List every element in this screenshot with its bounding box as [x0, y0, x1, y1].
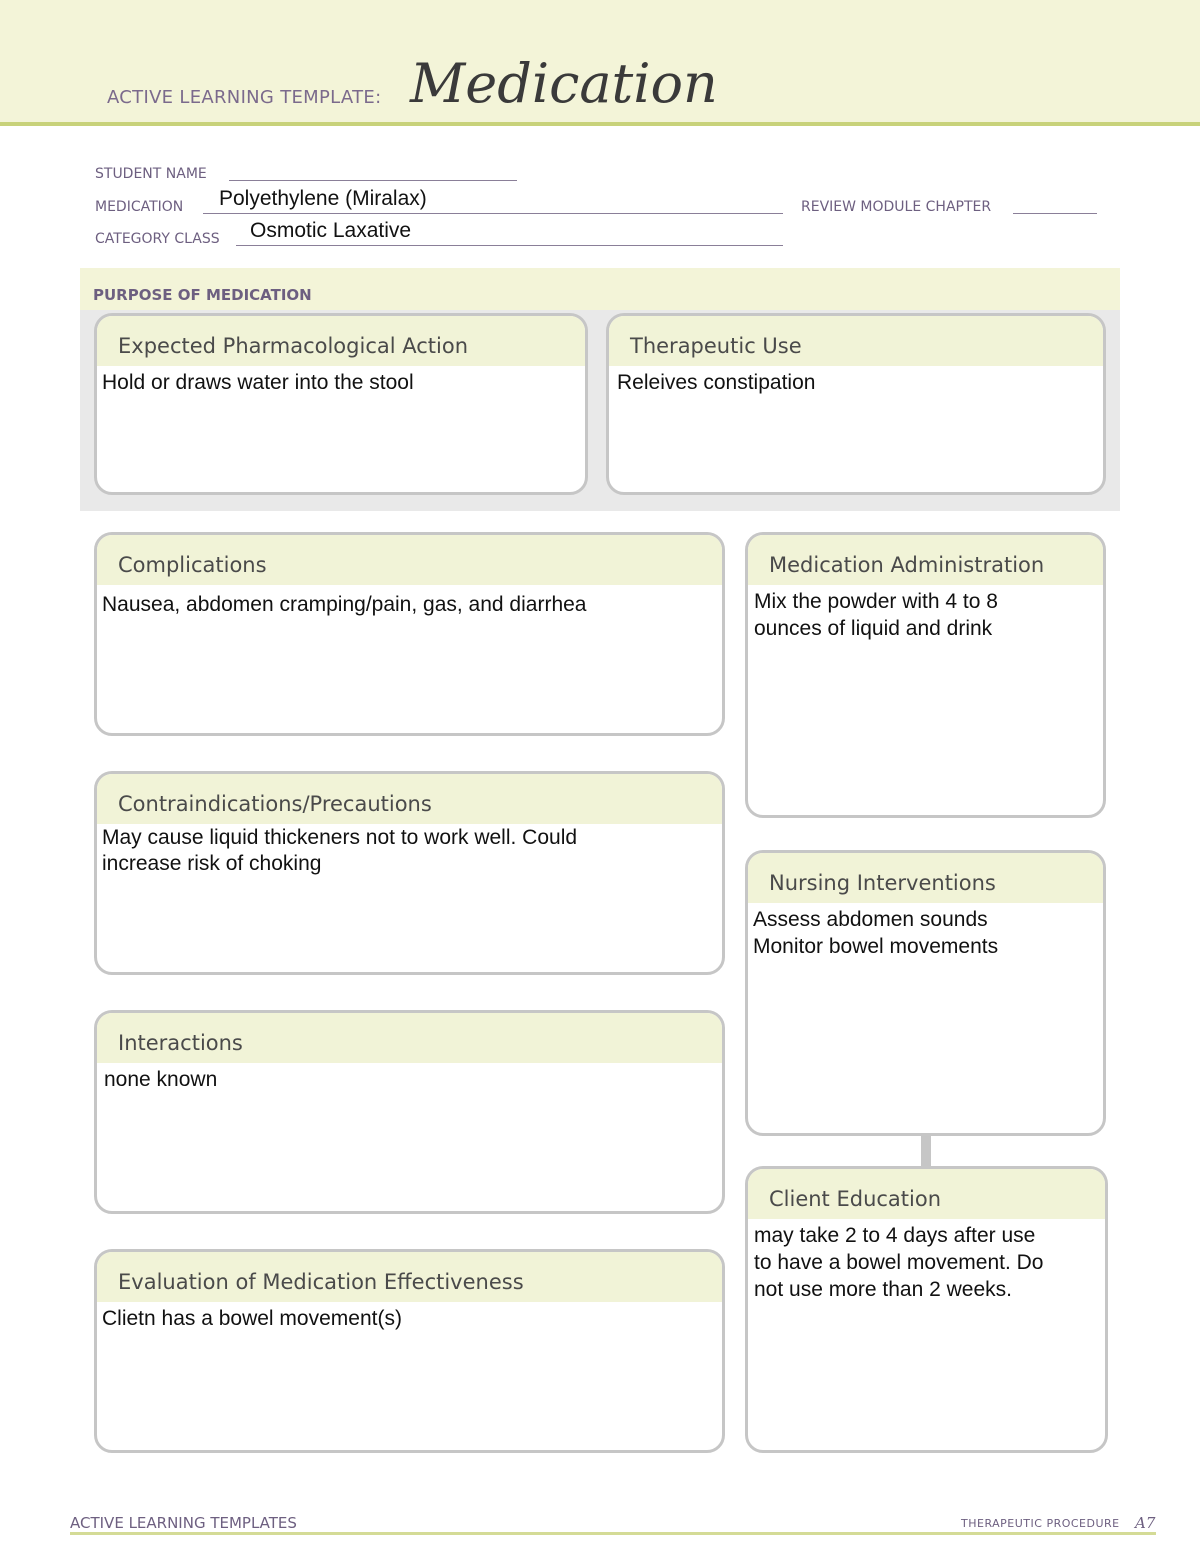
- medication-administration-box: [745, 532, 1106, 818]
- purpose-heading: PURPOSE OF MEDICATION: [93, 286, 312, 304]
- template-prefix: ACTIVE LEARNING TEMPLATE:: [107, 87, 382, 108]
- evaluation-title: Evaluation of Medication Effectiveness: [118, 1270, 524, 1294]
- complications-title: Complications: [118, 553, 267, 577]
- contraindications-title: Contraindications/Precautions: [118, 792, 432, 816]
- category-class-label: CATEGORY CLASS: [95, 231, 220, 247]
- evaluation-box: [94, 1249, 725, 1453]
- category-class-line: [236, 245, 783, 246]
- purpose-header: [80, 268, 1120, 310]
- contraindications-text[interactable]: May cause liquid thickeners not to work well. Could increase risk of choking: [102, 826, 578, 875]
- box-connector: [921, 1135, 931, 1166]
- expected-action-text[interactable]: Hold or draws water into the stool: [102, 371, 414, 394]
- therapeutic-use-text[interactable]: Releives constipation: [617, 371, 816, 394]
- footer-rule: [70, 1532, 1156, 1535]
- complications-text[interactable]: Nausea, abdomen cramping/pain, gas, and diarrhea: [102, 593, 587, 616]
- medication-line: [203, 213, 783, 214]
- medication-administration-title: Medication Administration: [769, 553, 1045, 577]
- page-title: Medication: [410, 52, 718, 115]
- footer-page-number: A7: [1135, 1514, 1156, 1532]
- nursing-interventions-box: [745, 850, 1106, 1136]
- interactions-box: [94, 1010, 725, 1214]
- complications-box: [94, 532, 725, 736]
- footer-left-text: ACTIVE LEARNING TEMPLATES: [70, 1514, 297, 1532]
- expected-action-title: Expected Pharmacological Action: [118, 334, 469, 358]
- client-education-box: [745, 1166, 1108, 1453]
- medication-administration-text[interactable]: Mix the powder with 4 to 8 ounces of liquid and drink: [754, 590, 998, 640]
- evaluation-text[interactable]: Clietn has a bowel movement(s): [102, 1307, 402, 1330]
- student-name-line: [229, 180, 517, 181]
- footer-right-text: THERAPEUTIC PROCEDURE: [961, 1517, 1120, 1530]
- page-header: [0, 0, 1200, 126]
- client-education-title: Client Education: [769, 1187, 942, 1211]
- interactions-text[interactable]: none known: [104, 1068, 218, 1091]
- nursing-interventions-title: Nursing Interventions: [769, 871, 996, 895]
- expected-action-box: [94, 313, 588, 495]
- interactions-title: Interactions: [118, 1031, 243, 1055]
- nursing-interventions-text[interactable]: Assess abdomen sounds Monitor bowel movements: [753, 908, 999, 958]
- medication-label: MEDICATION: [95, 199, 184, 215]
- therapeutic-use-title: Therapeutic Use: [630, 334, 802, 358]
- contraindications-box: [94, 771, 725, 975]
- medication-field[interactable]: Polyethylene (Miralax): [219, 187, 427, 210]
- therapeutic-use-box: [606, 313, 1106, 495]
- category-class-field[interactable]: Osmotic Laxative: [250, 219, 412, 242]
- student-name-label: STUDENT NAME: [95, 166, 207, 182]
- client-education-text[interactable]: may take 2 to 4 days after use to have a bowel movement. Do not use more than 2 weeks.: [754, 1224, 1044, 1301]
- review-module-label: REVIEW MODULE CHAPTER: [801, 199, 992, 215]
- review-module-line: [1013, 213, 1097, 214]
